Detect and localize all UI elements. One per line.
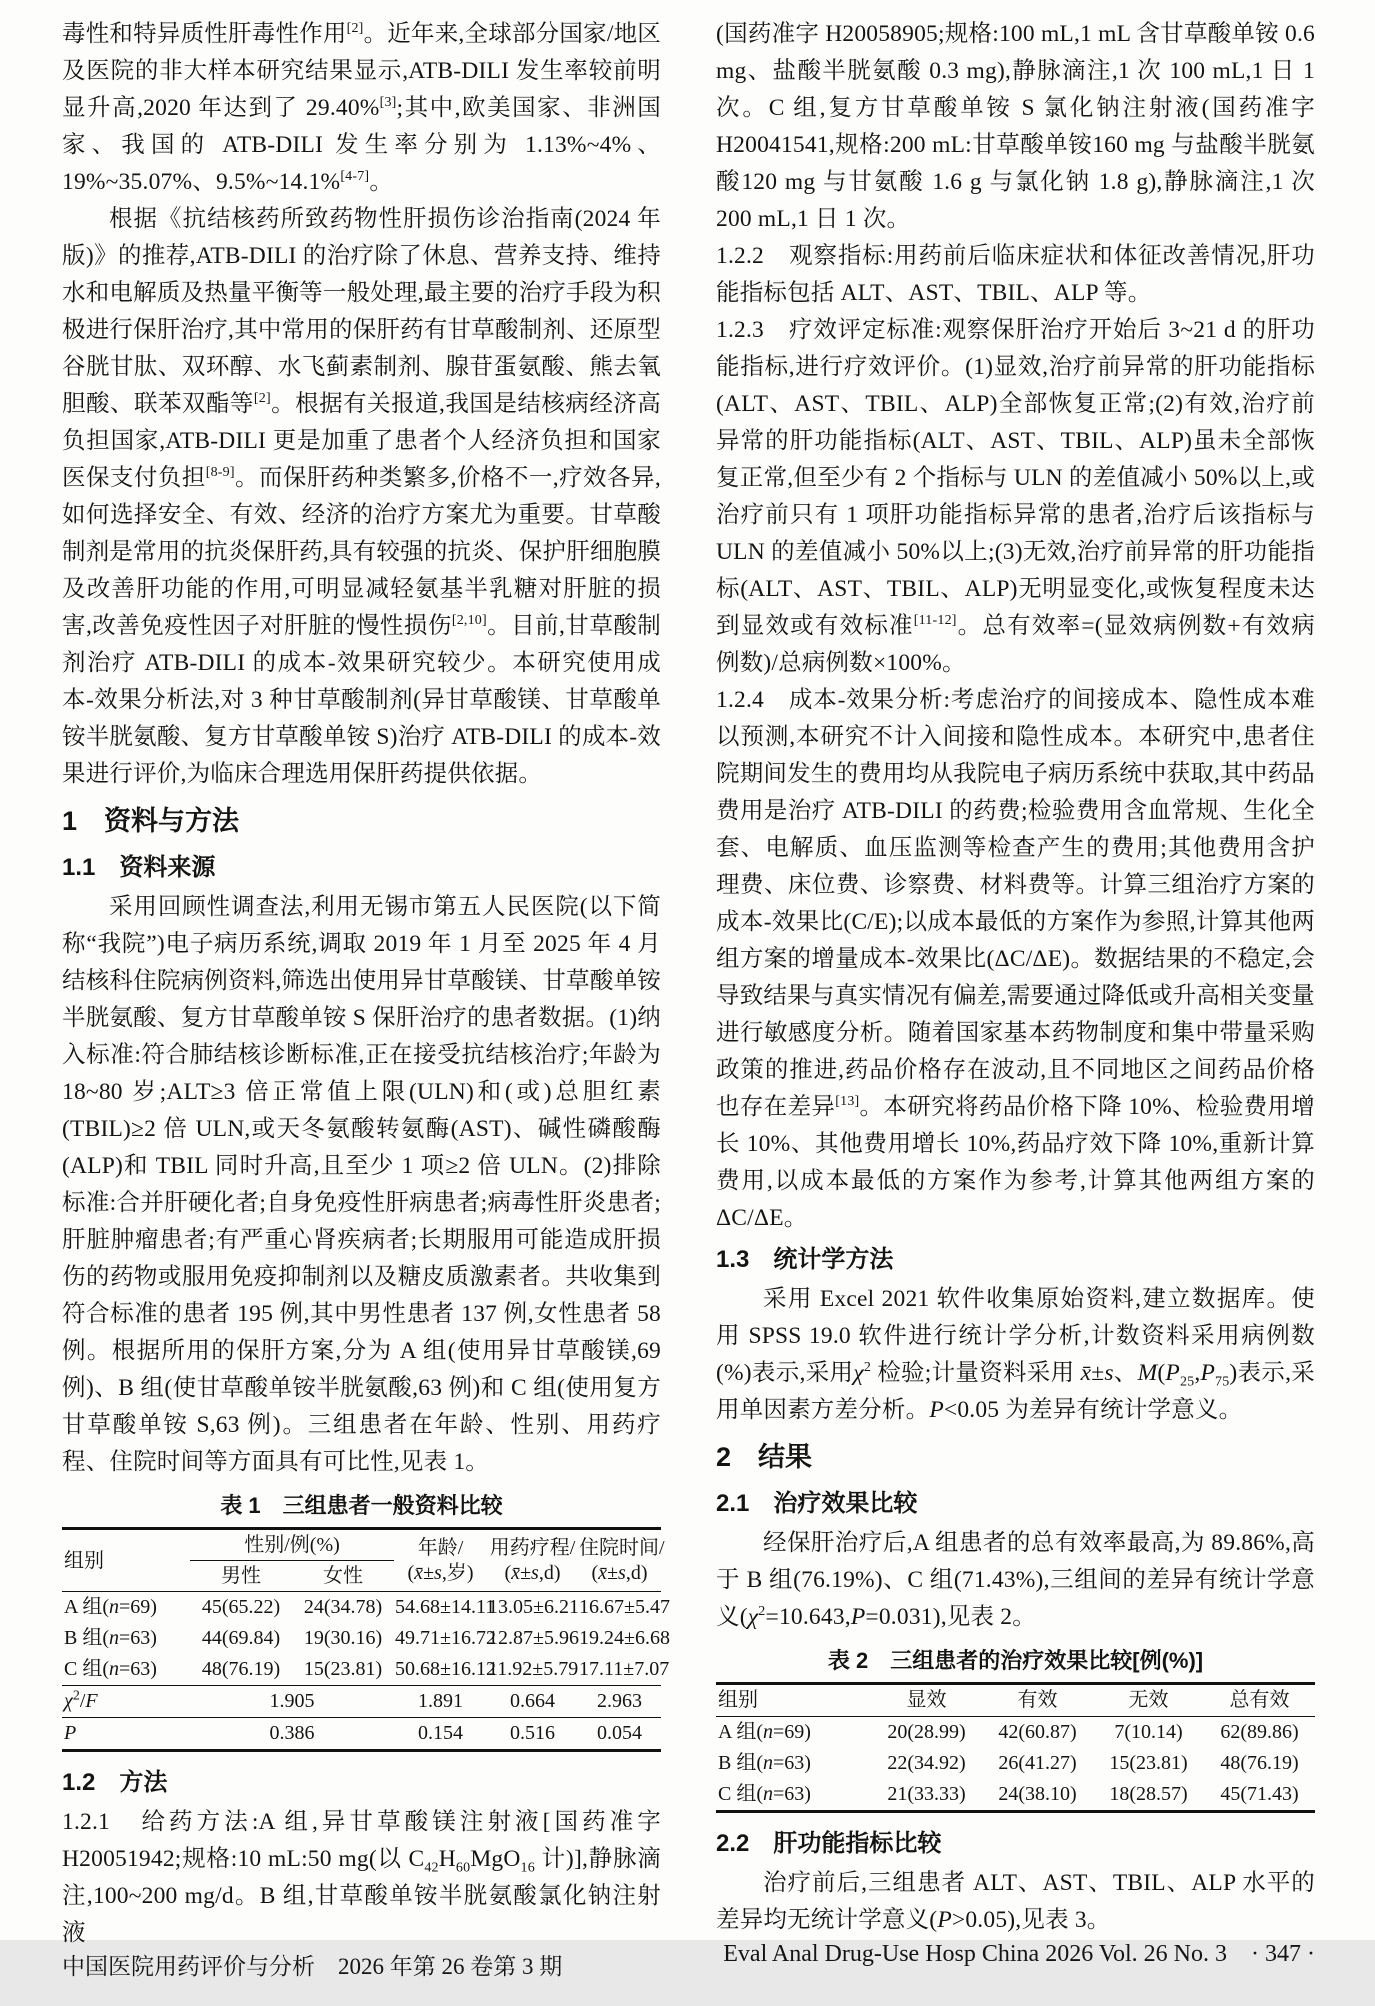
table1-header-row-1 <box>62 1529 661 1561</box>
cell-effective: 24(38.10) <box>998 1783 1077 1805</box>
table-stat-row-chi <box>62 1686 661 1718</box>
header-line-2: (x̄±s,岁) <box>407 1562 474 1584</box>
paragraph-efficacy-criteria: 1.2.3 疗效评定标准:观察保肝治疗开始后 3~21 d 的肝功能指标,进行疗效评价。(1)显效,治疗前异常的肝功能指标(ALT、AST、TBIL、ALP)全部恢复正常;(2)有效,治疗前异常的肝功能指标(ALT、AST、TBIL、ALP)虽未全部恢复正常,但至少有 2 个指标与 ULN 的差值减小 50%以上,或治疗前只有 1 项肝功能指标异常的患者,治疗后该指标与 ULN 的差值减小 50%以上;(3)无效,治疗前异常的肝功能指标(ALT、AST、TBIL、ALP)无明显变化,或恢复程度未达到显效或有效标准[11-12]。总有效率=(显效病例数+有效病例数)/总病例数×100%。 <box>716 317 1315 676</box>
table1-general-data <box>62 1527 670 1752</box>
table2-header-row <box>716 1684 1315 1717</box>
table1-header-group: 组别 <box>62 1529 190 1592</box>
table2-header-ineffective: 无效 <box>1093 1684 1204 1717</box>
subsection-heading-method: 1.2 方法 <box>62 1769 168 1796</box>
cell-ineffective: 15(23.81) <box>1109 1752 1188 1774</box>
subsection-heading-data-source: 1.1 资料来源 <box>62 854 216 881</box>
cell-age: 50.68±16.12 <box>395 1658 496 1680</box>
header-line-2: (x̄±s,d) <box>591 1562 648 1584</box>
paragraph-background: 根据《抗结核药所致药物性肝损伤诊治指南(2024 年版)》的推荐,ATB-DILI 的治疗除了休息、营养支持、维持水和电解质及热量平衡等一般处理,最主要的治疗手段为积极进行保肝治疗,其中常用的保肝药有甘草酸制剂、还原型谷胱甘肽、双环醇、水飞蓟素制剂、腺苷蛋氨酸、熊去氧胆酸、联苯双酯等[2]。根据有关报道,我国是结核病经济高负担国家,ATB-DILI 更是加重了患者个人经济负担和国家医保支付负担[8-9]。而保肝药种类繁多,价格不一,疗效各异,如何选择安全、有效、经济的治疗方案尤为重要。甘草酸制剂是常用的抗炎保肝药,具有较强的抗炎、保护肝细胞膜及改善肝功能的作用,可明显减轻氨基半乳糖对肝脏的损害,改善免疫性因子对肝脏的慢性损伤[2,10]。目前,甘草酸制剂治疗 ATB-DILI 的成本-效果研究较少。本研究使用成本-效果分析法,对 3 种甘草酸制剂(异甘草酸镁、甘草酸单铵半胱氨酸、复方甘草酸单铵 S)治疗 ATB-DILI 的成本-效果进行评价,为临床合理选用保肝药提供依据。 <box>62 206 662 787</box>
cell-total: 62(89.86) <box>1220 1721 1299 1743</box>
paragraph-treatment-effect: 经保肝治疗后,A 组患者的总有效率最高,为 89.86%,高于 B 组(76.19%)、C 组(71.43%),三组间的差异有统计学意义$(\chi^2=10.643,P=0.031)$,见表 2。 <box>716 1530 1315 1630</box>
cell-group: A 组(n=69) <box>718 1721 811 1743</box>
cell-course: 13.05±6.21 <box>488 1596 579 1618</box>
cell-stat-age: 0.154 <box>394 1718 487 1751</box>
table1-header-male: 男性 <box>190 1561 292 1592</box>
cell-group: B 组(n=63) <box>718 1752 811 1774</box>
table-row <box>716 1748 1315 1779</box>
cell-total: 45(71.43) <box>1220 1783 1299 1805</box>
cell-stat-sex: 1.905 <box>190 1686 394 1718</box>
cell-total: 48(76.19) <box>1220 1752 1299 1774</box>
table-row <box>716 1717 1315 1749</box>
table-stat-row-p <box>62 1718 661 1751</box>
header-line-1: 年龄/ <box>417 1537 464 1559</box>
table-row <box>716 1779 1315 1812</box>
right-column <box>716 16 1316 1967</box>
cell-stat-label: P <box>62 1718 190 1751</box>
table2-header-total: 总有效 <box>1204 1684 1315 1717</box>
table1-caption: 表 1 三组患者一般资料比较 <box>220 1493 503 1518</box>
cell-stat-course: 0.516 <box>487 1718 578 1751</box>
paragraph-statistics: 采用 Excel 2021 软件收集原始资料,建立数据库。使用 SPSS 19.0 软件进行统计学分析,计数资料采用病例数(%)表示,采用$\chi^2$ 检验;计量资料采用 x̄±s、$M(P_{25},P_{75})$表示,采用单因素方差分析。P<0.05 为差异有统计学意义。 <box>716 1286 1316 1423</box>
cell-group: A 组(n=69) <box>64 1596 157 1618</box>
cell-age: 49.71±16.72 <box>395 1627 496 1649</box>
paragraph-cost-effect-analysis: 1.2.4 成本-效果分析:考虑治疗的间接成本、隐性成本难以预测,本研究不计入间接和隐性成本。本研究中,患者住院期间发生的费用均从我院电子病历系统中获取,其中药品费用是治疗 ATB-DILI 的药费;检验费用含血常规、生化全套、电解质、血压监测等检查产生的费用;其他费用含护理费、床位费、诊察费、材料费等。计算三组治疗方案的成本-效果比(C/E);以成本最低的方案作为参照,计算其他两组方案的增量成本-效果比(ΔC/ΔE)。数据结果的不稳定,会导致结果与真实情况有偏差,需要通过降低或升高相关变量进行敏感度分析。随着国家基本药物制度和集中带量采购政策的推进,药品价格存在波动,且不同地区之间药品价格也存在差异[13]。本研究将药品价格下降 10%、检验费用增长 10%、其他费用增长 10%,药品疗效下降 10%,重新计算费用,以成本最低的方案作为参考,计算其他两组方案的 ΔC/ΔE。 <box>716 687 1316 1231</box>
cell-stat-stay: 0.054 <box>578 1718 661 1751</box>
subsection-heading-statistics: 1.3 统计学方法 <box>716 1246 894 1273</box>
cell-effective: 42(60.87) <box>998 1721 1077 1743</box>
paragraph-administration: 1.2.1 给药方法:A 组,异甘草酸镁注射液[国药准字 H20051942;规格:10 mL:50 mg(以 $C_{42}H_{60}MgO_{16}$ 计)],静脉滴注,100~200 mg/d。B 组,甘草酸单铵半胱氨酸氯化钠注射液 <box>62 1809 661 1946</box>
section-heading-materials-methods: 1 资料与方法 <box>62 806 240 836</box>
cell-stat-course: 0.664 <box>487 1686 578 1718</box>
cell-group: C 组(n=63) <box>64 1658 157 1680</box>
table1-header-age <box>394 1529 487 1592</box>
table1-header-female: 女性 <box>292 1561 394 1592</box>
footer-journal-english: Eval Anal Drug-Use Hosp China 2026 Vol. 26 No. 3 · 347 · <box>723 1941 1315 1967</box>
subsection-heading-liver-function: 2.2 肝功能指标比较 <box>716 1830 942 1857</box>
cell-stay: 16.67±5.47 <box>579 1596 670 1618</box>
cell-marked: 20(28.99) <box>887 1721 966 1743</box>
cell-group: C 组(n=63) <box>718 1783 811 1805</box>
cell-female: 24(34.78) <box>303 1596 383 1618</box>
cell-female: 15(23.81) <box>303 1658 383 1680</box>
cell-stay: 17.11±7.07 <box>579 1658 670 1680</box>
table2-header-effective: 有效 <box>982 1684 1093 1717</box>
cell-marked: 22(34.92) <box>887 1752 966 1774</box>
paragraph-data-source: 采用回顾性调查法,利用无锡市第五人民医院(以下简称“我院”)电子病历系统,调取 2019 年 1 月至 2025 年 4 月结核科住院病例资料,筛选出使用异甘草酸镁、甘草酸单铵半胱氨酸、复方甘草酸单铵 S 保肝治疗的患者数据。(1)纳入标准:符合肺结核诊断标准,正在接受抗结核治疗;年龄为 18~80 岁;ALT≥3 倍正常值上限(ULN)和(或)总胆红素(TBIL)≥2 倍 ULN,或天冬氨酸转氨酶(AST)、碱性磷酸酶(ALP)和 TBIL 同时升高,且至少 1 项≥2 倍 ULN。(2)排除标准:合并肝硬化者;自身免疫性肝病患者;病毒性肝炎患者;肝脏肿瘤患者;有严重心肾疾病者;长期服用可能造成肝损伤的药物或服用免疫抑制剂以及糖皮质激素者。共收集到符合标准的患者 195 例,其中男性患者 137 例,女性患者 58 例。根据所用的保肝方案,分为 A 组(使用异甘草酸镁,69 例)、B 组(使甘草酸单铵半胱氨酸,63 例)和 C 组(使用复方甘草酸单铵 S,63 例)。三组患者在年龄、性别、用药疗程、住院时间等方面具有可比性,见表 1。 <box>62 894 661 1475</box>
table-row <box>62 1654 661 1686</box>
paragraph-intro-continuation: 毒性和特异质性肝毒性作用[2]。近年来,全球部分国家/地区及医院的非大样本研究结果显示,ATB-DILI 发生率较前明显升高,2020 年达到了 29.40%[3];其中,欧美国家、非洲国家、我国的 ATB-DILI 发生率分别为 1.13%~4%、19%~35.07%、9.5%~14.1%[4-7]。 <box>62 21 661 195</box>
cell-stat-stay: 2.963 <box>578 1686 661 1718</box>
cell-stat-label: $\chi^2/F$ <box>62 1686 190 1718</box>
subsection-heading-treatment-effect: 2.1 治疗效果比较 <box>716 1490 918 1517</box>
header-line-1: 用药疗程/ <box>489 1537 576 1559</box>
table2-caption: 表 2 三组患者的治疗效果比较[例(%)] <box>827 1648 1204 1673</box>
table2-header-marked: 显效 <box>871 1684 982 1717</box>
paragraph-observation-indicators: 1.2.2 观察指标:用药前后临床症状和体征改善情况,肝功能指标包括 ALT、AST、TBIL、ALP 等。 <box>716 243 1315 306</box>
cell-ineffective: 18(28.57) <box>1109 1783 1188 1805</box>
cell-male: 48(76.19) <box>201 1658 281 1680</box>
cell-stat-age: 1.891 <box>394 1686 487 1718</box>
table-row <box>62 1623 661 1654</box>
section-heading-results: 2 结果 <box>716 1442 813 1472</box>
cell-ineffective: 7(10.14) <box>1114 1721 1183 1743</box>
cell-effective: 26(41.27) <box>998 1752 1077 1774</box>
cell-age: 54.68±14.11 <box>395 1596 496 1618</box>
cell-stat-sex: 0.386 <box>190 1718 394 1751</box>
table1-header-sex-span: 性别/例(%) <box>190 1529 394 1561</box>
header-line-2: (x̄±s,d) <box>504 1562 561 1584</box>
left-column <box>62 16 670 1979</box>
cell-marked: 21(33.33) <box>887 1783 966 1805</box>
footer-journal-chinese: 中国医院用药评价与分析 2026 年第 26 卷第 3 期 <box>62 1954 563 1979</box>
cell-group: B 组(n=63) <box>64 1627 157 1649</box>
cell-male: 44(69.84) <box>201 1627 281 1649</box>
table1-header-stay <box>578 1529 665 1592</box>
paragraph-liver-function: 治疗前后,三组患者 ALT、AST、TBIL、ALP 水平的差异均无统计学意义(P>0.05),见表 3。 <box>716 1870 1315 1933</box>
cell-male: 45(65.22) <box>201 1596 281 1618</box>
cell-stay: 19.24±6.68 <box>579 1627 670 1649</box>
table-row <box>62 1592 661 1624</box>
cell-female: 19(30.16) <box>303 1627 383 1649</box>
table2-header-group: 组别 <box>716 1684 871 1717</box>
cell-course: 11.92±5.79 <box>488 1658 579 1680</box>
cell-course: 12.87±5.96 <box>488 1627 579 1649</box>
paragraph-administration-continuation: (国药准字 H20058905;规格:100 mL,1 mL 含甘草酸单铵 0.6 mg、盐酸半胱氨酸 0.3 mg),静脉滴注,1 次 100 mL,1 日 1 次。C 组,复方甘草酸单铵 S 氯化钠注射液(国药准字 H20041541,规格:200 mL:甘草酸单铵160 mg 与盐酸半胱氨酸120 mg 与甘氨酸 1.6 g 与氯化钠 1.8 g),静脉滴注,1 次 200 mL,1 日 1 次。 <box>716 21 1315 232</box>
table2-treatment-effect <box>716 1682 1315 1813</box>
header-line-1: 住院时间/ <box>579 1537 665 1559</box>
table1-header-course <box>487 1529 578 1592</box>
